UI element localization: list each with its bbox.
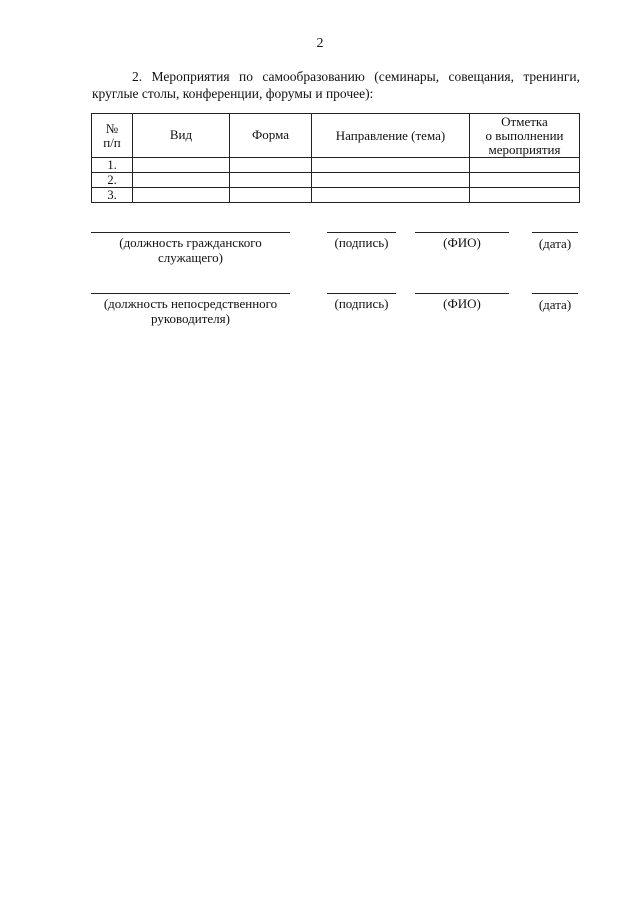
date-label-manager: (дата) [538,297,572,312]
header-number [92,114,133,158]
forma-cell[interactable] [230,173,312,188]
signature-line-manager[interactable] [327,293,396,294]
table-row [92,173,580,188]
header-forma: Форма [230,114,312,158]
date-line-manager[interactable] [532,293,578,294]
position-line-manager[interactable] [91,293,290,294]
header-otmetka [470,114,580,158]
position-label-employee [91,235,290,265]
header-otmetka-line1: Отметка [501,113,548,129]
fio-label-manager: (ФИО) [443,296,481,311]
position-line-employee[interactable] [91,232,290,233]
date-label-employee: (дата) [538,236,572,251]
row-number-cell: 1. [92,158,133,173]
position-label-employee-line1: (должность гражданского [119,235,262,250]
napravlenie-cell[interactable] [312,188,470,203]
signature-label-manager: (подпись) [334,296,389,311]
row-number-cell: 2. [92,173,133,188]
row-number-cell: 3. [92,188,133,203]
date-line-employee[interactable] [532,232,578,233]
header-number-line2: п/п [103,134,121,150]
fio-label-employee: (ФИО) [443,235,481,250]
header-number-line1: № [105,120,119,136]
forma-cell[interactable] [230,188,312,203]
header-napravlenie: Направление (тема) [312,114,470,158]
otmetka-cell[interactable] [470,158,580,173]
otmetka-cell[interactable] [470,173,580,188]
position-label-manager-line1: (должность непосредственного [103,296,278,311]
position-label-manager [86,296,295,326]
events-table [91,113,580,203]
vid-cell[interactable] [133,173,230,188]
otmetka-cell[interactable] [470,188,580,203]
napravlenie-cell[interactable] [312,173,470,188]
napravlenie-cell[interactable] [312,158,470,173]
table-row [92,188,580,203]
fio-line-manager[interactable] [415,293,509,294]
fio-line-employee[interactable] [415,232,509,233]
table-row [92,158,580,173]
position-label-manager-line2: руководителя) [151,311,230,326]
intro-line-1: 2. Мероприятия по самообразованию (семинары, совещания, тренинги, [132,69,580,84]
vid-cell[interactable] [133,188,230,203]
signature-line-employee[interactable] [327,232,396,233]
table-header-row [92,114,580,158]
header-vid: Вид [133,114,230,158]
intro-line-2: круглые столы, конференции, форумы и прочее): [92,86,374,101]
vid-cell[interactable] [133,158,230,173]
header-otmetka-line2: о выполнении [485,127,564,143]
page-number: 2 [316,36,324,51]
signature-label-employee: (подпись) [334,235,389,250]
forma-cell[interactable] [230,158,312,173]
section-intro [92,68,580,102]
header-otmetka-line3: мероприятия [488,141,561,157]
position-label-employee-line2: служащего) [158,250,223,265]
